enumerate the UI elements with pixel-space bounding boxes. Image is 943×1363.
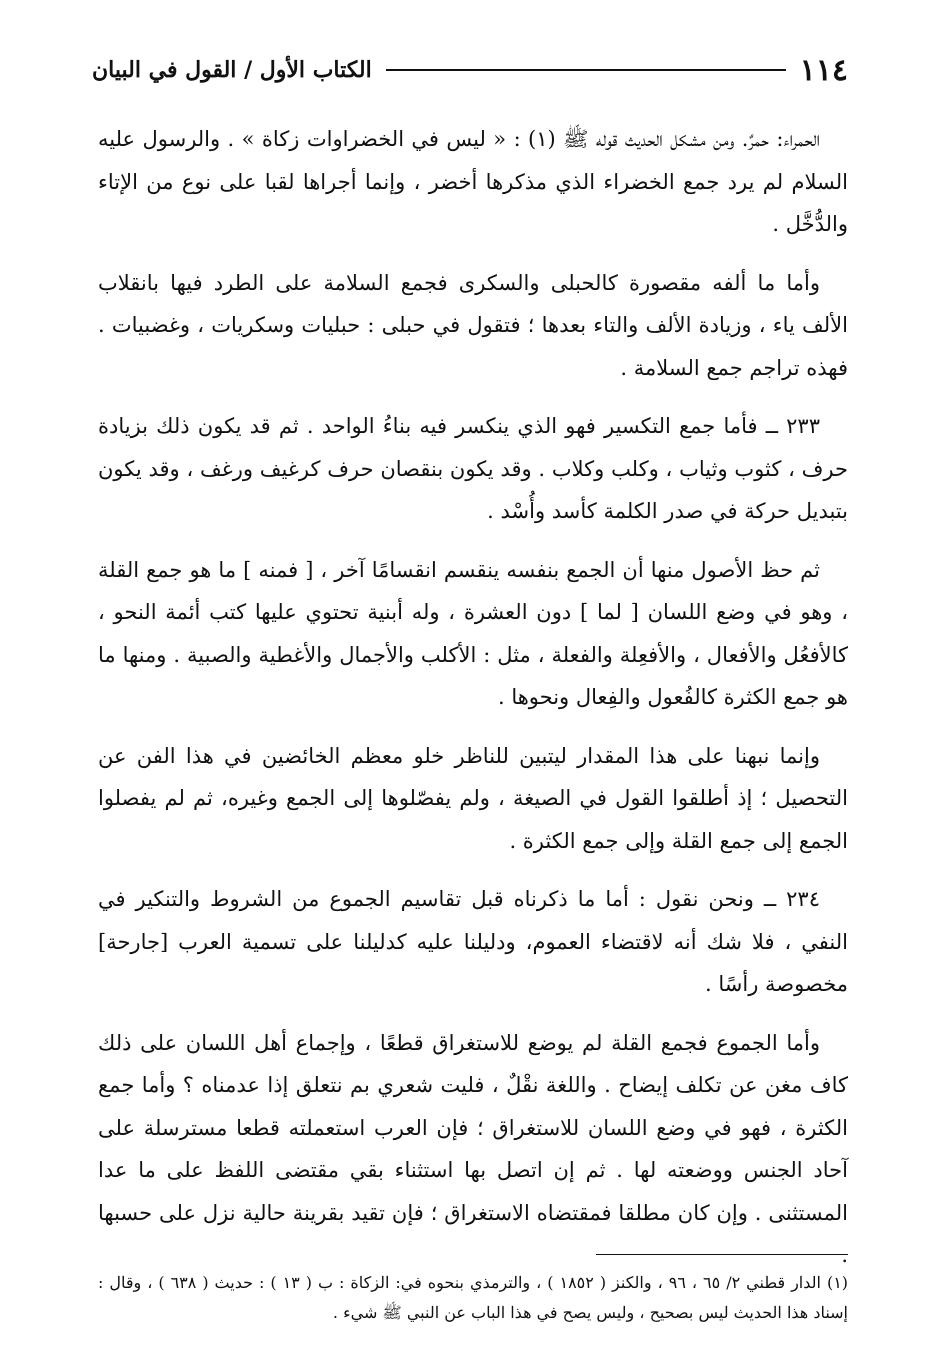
main-text xyxy=(98,118,848,1277)
paragraph-5: وإنما نبهنا على هذا المقدار ليتبين للناظر خلو معظم الخائضين في هذا الفن عن التحصيل ؛ إذ أطلقوا القول في الصيغة ، ولم يفصّلوها إلى الجمع وغيره، ثم لم يفصلوا الجمع إلى جمع القلة وإلى جمع الكثرة . xyxy=(98,743,848,853)
page-header xyxy=(92,48,848,92)
footnote-rule xyxy=(596,1254,848,1255)
page-number: ١١٤ xyxy=(799,52,848,88)
paragraph-7: وأما الجموع فجمع القلة لم يوضع للاستغراق قطعًا ، وإجماع أهل اللسان على ذلك كاف مغن عن تكلف إيضاح . واللغة نقْلٌ ، فليت شعري بم نتعلق إذا عدمناه ؟ وأما جمع الكثرة ، فهو في وضع اللسان للاستغراق ؛ فإن العرب استعملته قطعا مسترسلة على آحاد الجنس ووضعته لها . ثم إن اتصل بها استثناء بقي مقتضى اللفظ على ما عدا المستثنى . وإن كان مطلقا فمقتضاه الاستغراق ؛ فإن تقيد بقرينة حالية نزل على حسبها . xyxy=(98,1030,849,1267)
header-rule xyxy=(386,69,786,71)
paragraph-234: ٢٣٤ ــ ونحن نقول : أما ما ذكرناه قبل تقاسيم الجموع من الشروط والتنكير في النفي ، فلا شك أنه لاقتضاء العموم، ودليلنا عليه كدليلنا على تسمية العرب [جارحة] مخصوصة رأسًا . xyxy=(98,887,848,996)
paragraph-4: ثم حظ الأصول منها أن الجمع بنفسه ينقسم انقسامًا آخر ، [ فمنه ] ما هو جمع القلة ، وهو في وضع اللسان [ لما ] دون العشرة ، وله أبنية تحتوي عليها كتب أئمة النحو ، كالأفعُل والأفعال ، والأفعِلة والفعلة ، مثل : الأكلب والأجمال والأغطية والصبية . ومنها ما هو جمع الكثرة كالفُعول والفِعال ونحوها . xyxy=(98,557,848,709)
paragraph-2: وأما ما ألفه مقصورة كالحبلى والسكرى فجمع السلامة على الطرد فيها بانقلاب الألف ياء ، وزيادة الألف والتاء بعدها ؛ فتقول في حبلى : حبليات وسكريات ، وغضبيات . فهذه تراجم جمع السلامة . xyxy=(98,270,848,380)
paragraph-233: ٢٣٣ ــ فأما جمع التكسير فهو الذي ينكسر فيه بناءُ الواحد . ثم قد يكون ذلك بزيادة حرف ، كثوب وثياب ، وكلب وكلاب . وقد يكون بنقصان حرف كرغيف ورغف ، وقد يكون بتبديل حركة في صدر الكلمة كأسد وأُسْد . xyxy=(98,414,848,523)
footnote: (١) الدار قطني ٢/ ٦٥ ، ٩٦ ، والكنز ( ١٨٥٢ ) ، والترمذي بنحوه في: الزكاة : ب ( ١٣ ) : حديث ( ٦٣٨ ) ، وقال : إسناد هذا الحديث ليس بصحيح ، وليس يصح في هذا الباب عن النبي ﷺ شيء . xyxy=(98,1273,849,1322)
paragraph-1: الحمراء: حمرٌ. ومن مشكل الحديث قوله ﷺ (١) : « ليس في الخضراوات زكاة » . والرسول عليه السلام لم يرد جمع الخضراء الذي مذكرها أخضر ، وإنما أجراها لقبا على نوع من الإتاء والدُّخَّل . xyxy=(98,127,848,236)
running-title: الكتاب الأول / القول في البيان xyxy=(92,57,372,83)
